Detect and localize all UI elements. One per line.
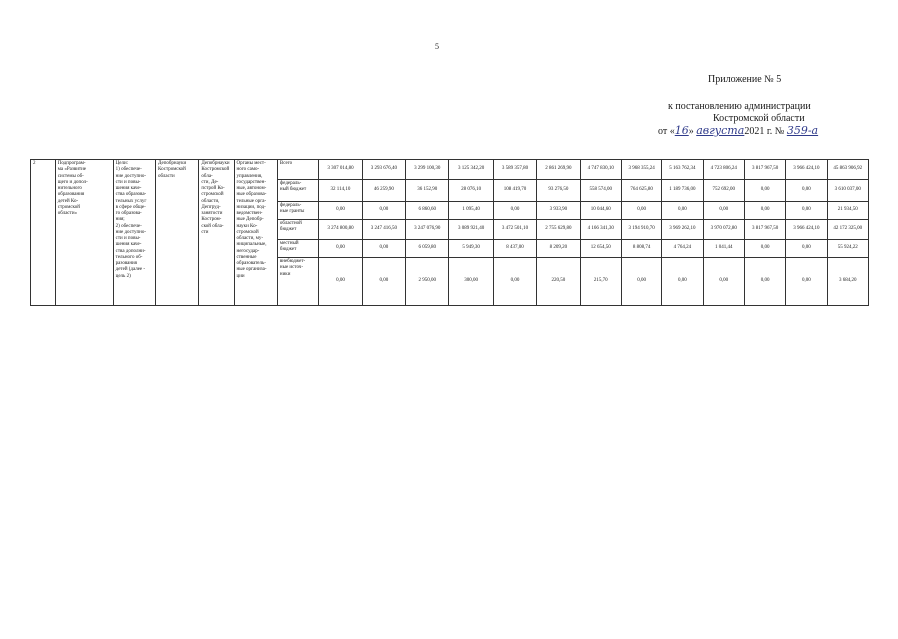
- value-cell: 0,00: [493, 258, 536, 306]
- value-cell: 0,00: [703, 202, 744, 220]
- value-cell: 8 808,74: [621, 240, 661, 258]
- value-cell: 2 861 269,90: [537, 160, 580, 180]
- value-cell: 0,00: [744, 240, 785, 258]
- value-cell: 0,00: [319, 202, 362, 220]
- value-cell: 0,00: [744, 258, 785, 306]
- value-cell: 3 247 076,90: [406, 220, 449, 240]
- coordinator-cell: Депобрнауки Костромской области: [156, 160, 199, 306]
- value-cell: 0,00: [493, 202, 536, 220]
- executors-cell: Депобрнауки Костромской обла- сти, Де- пстрой Ко- стромской области, Депгруд- занятости Костром- ской обла- сти: [199, 160, 234, 306]
- value-cell: 1 189 736,00: [662, 180, 703, 202]
- appendix-line-3: [658, 124, 818, 137]
- value-cell: 4 747 830,10: [580, 160, 621, 180]
- value-cell: 5 163 762,34: [662, 160, 703, 180]
- appendix-line-1: к постановлению администрации: [668, 101, 811, 112]
- date-year: 2021 г. №: [744, 126, 785, 137]
- value-cell: 32 114,10: [319, 180, 362, 202]
- source-cell: внебюджет- ные источ- ники: [277, 258, 318, 306]
- table-row: [31, 160, 869, 180]
- value-cell: 4 723 806,24: [703, 160, 744, 180]
- value-cell: 0,00: [662, 258, 703, 306]
- value-cell: 0,00: [621, 258, 661, 306]
- source-cell: областной бюджет: [277, 220, 318, 240]
- value-cell: 3 817 967,50: [744, 160, 785, 180]
- value-cell: 3 966 424,10: [786, 160, 827, 180]
- date-mid: »: [688, 126, 694, 137]
- value-cell: 0,00: [621, 202, 661, 220]
- value-cell: 752 692,00: [703, 180, 744, 202]
- handwritten-day: 16: [674, 124, 689, 137]
- value-cell: 3 933,90: [537, 202, 580, 220]
- source-cell: федераль- ные гранты: [277, 202, 318, 220]
- value-cell: 3 966 424,10: [786, 220, 827, 240]
- value-cell: 0,00: [786, 240, 827, 258]
- value-cell: 558 574,00: [580, 180, 621, 202]
- value-cell: 28 076,10: [449, 180, 493, 202]
- row-number-cell: 2: [31, 160, 56, 306]
- value-cell: 8 209,20: [537, 240, 580, 258]
- value-cell: 5 949,30: [449, 240, 493, 258]
- source-cell: местный бюджет: [277, 240, 318, 258]
- value-cell: 0,00: [744, 180, 785, 202]
- value-cell: 3 274 800,80: [319, 220, 362, 240]
- value-cell: 0,00: [786, 202, 827, 220]
- value-cell: 3 194 910,70: [621, 220, 661, 240]
- value-cell: 55 924,22: [827, 240, 868, 258]
- value-cell: 0,00: [362, 202, 405, 220]
- goals-cell: Цели: 1) обеспече- ние доступно- сти и повы- шения каче- ства образова- тельных услуг в сфере обще- го образова- ния; 2) обеспече- ние доступно- сти и повы- шения каче- ства дополни- тельного об- разования детей (далее - цель 2): [113, 160, 155, 306]
- value-cell: 3 125 342,20: [449, 160, 493, 180]
- value-cell: 12 654,50: [580, 240, 621, 258]
- value-cell: 0,00: [744, 202, 785, 220]
- value-cell: 3 307 014,80: [319, 160, 362, 180]
- appendix-line-2: Костромской области: [713, 113, 805, 124]
- value-cell: 3 610 037,00: [827, 180, 868, 202]
- value-cell: 0,00: [362, 240, 405, 258]
- value-cell: 0,00: [319, 258, 362, 306]
- value-cell: 3 684,20: [827, 258, 868, 306]
- value-cell: 0,00: [703, 258, 744, 306]
- value-cell: 42 172 325,00: [827, 220, 868, 240]
- value-cell: 0,00: [786, 180, 827, 202]
- participants-cell: Органы мест- ного само- управления, государствен- ные, автоном- ные образова- тельные орга- низации, под- ведомствен- ные Депобр- науки Ко- стромской области, му- ниципальные, негосудар- ственные образователь- ные организа- ции: [234, 160, 277, 306]
- date-prefix: от «: [658, 126, 675, 137]
- source-cell: федераль- ный бюджет: [277, 180, 318, 202]
- value-cell: 0,00: [786, 258, 827, 306]
- value-cell: 10 044,60: [580, 202, 621, 220]
- value-cell: 3 969 262,10: [662, 220, 703, 240]
- value-cell: 45 863 906,92: [827, 160, 868, 180]
- value-cell: 6 059,80: [406, 240, 449, 258]
- page-number: 5: [435, 42, 439, 51]
- value-cell: 3 299 100,30: [406, 160, 449, 180]
- appendix-title: Приложение № 5: [708, 74, 782, 85]
- value-cell: 3 970 072,80: [703, 220, 744, 240]
- value-cell: 8 437,00: [493, 240, 536, 258]
- value-cell: 93 276,50: [537, 180, 580, 202]
- value-cell: 0,00: [319, 240, 362, 258]
- value-cell: 3 968 355,24: [621, 160, 661, 180]
- value-cell: 4 166 341,30: [580, 220, 621, 240]
- value-cell: 1 095,40: [449, 202, 493, 220]
- value-cell: 3 089 921,40: [449, 220, 493, 240]
- handwritten-number: 359-а: [786, 124, 819, 137]
- value-cell: 3 472 501,10: [493, 220, 536, 240]
- value-cell: 36 152,90: [406, 180, 449, 202]
- value-cell: 2 755 629,80: [537, 220, 580, 240]
- handwritten-month: августа: [696, 124, 745, 137]
- value-cell: 3 589 357,80: [493, 160, 536, 180]
- value-cell: 21 934,50: [827, 202, 868, 220]
- value-cell: 0,00: [362, 258, 405, 306]
- value-cell: 215,70: [580, 258, 621, 306]
- value-cell: 4 764,24: [662, 240, 703, 258]
- funding-table: [30, 159, 869, 306]
- value-cell: 1 041,44: [703, 240, 744, 258]
- source-cell: Всего: [277, 160, 318, 180]
- value-cell: 220,50: [537, 258, 580, 306]
- value-cell: 300,00: [449, 258, 493, 306]
- value-cell: 108 419,70: [493, 180, 536, 202]
- value-cell: 3 247 416,50: [362, 220, 405, 240]
- value-cell: 764 625,80: [621, 180, 661, 202]
- program-cell: Подпрограм- ма «Развитие системы об- щего и допол- нительного образования детей Ко- стромской области»: [55, 160, 113, 306]
- value-cell: 0,00: [662, 202, 703, 220]
- value-cell: 2 950,00: [406, 258, 449, 306]
- value-cell: 46 259,90: [362, 180, 405, 202]
- value-cell: 6 860,60: [406, 202, 449, 220]
- value-cell: 3 817 967,50: [744, 220, 785, 240]
- value-cell: 3 293 676,40: [362, 160, 405, 180]
